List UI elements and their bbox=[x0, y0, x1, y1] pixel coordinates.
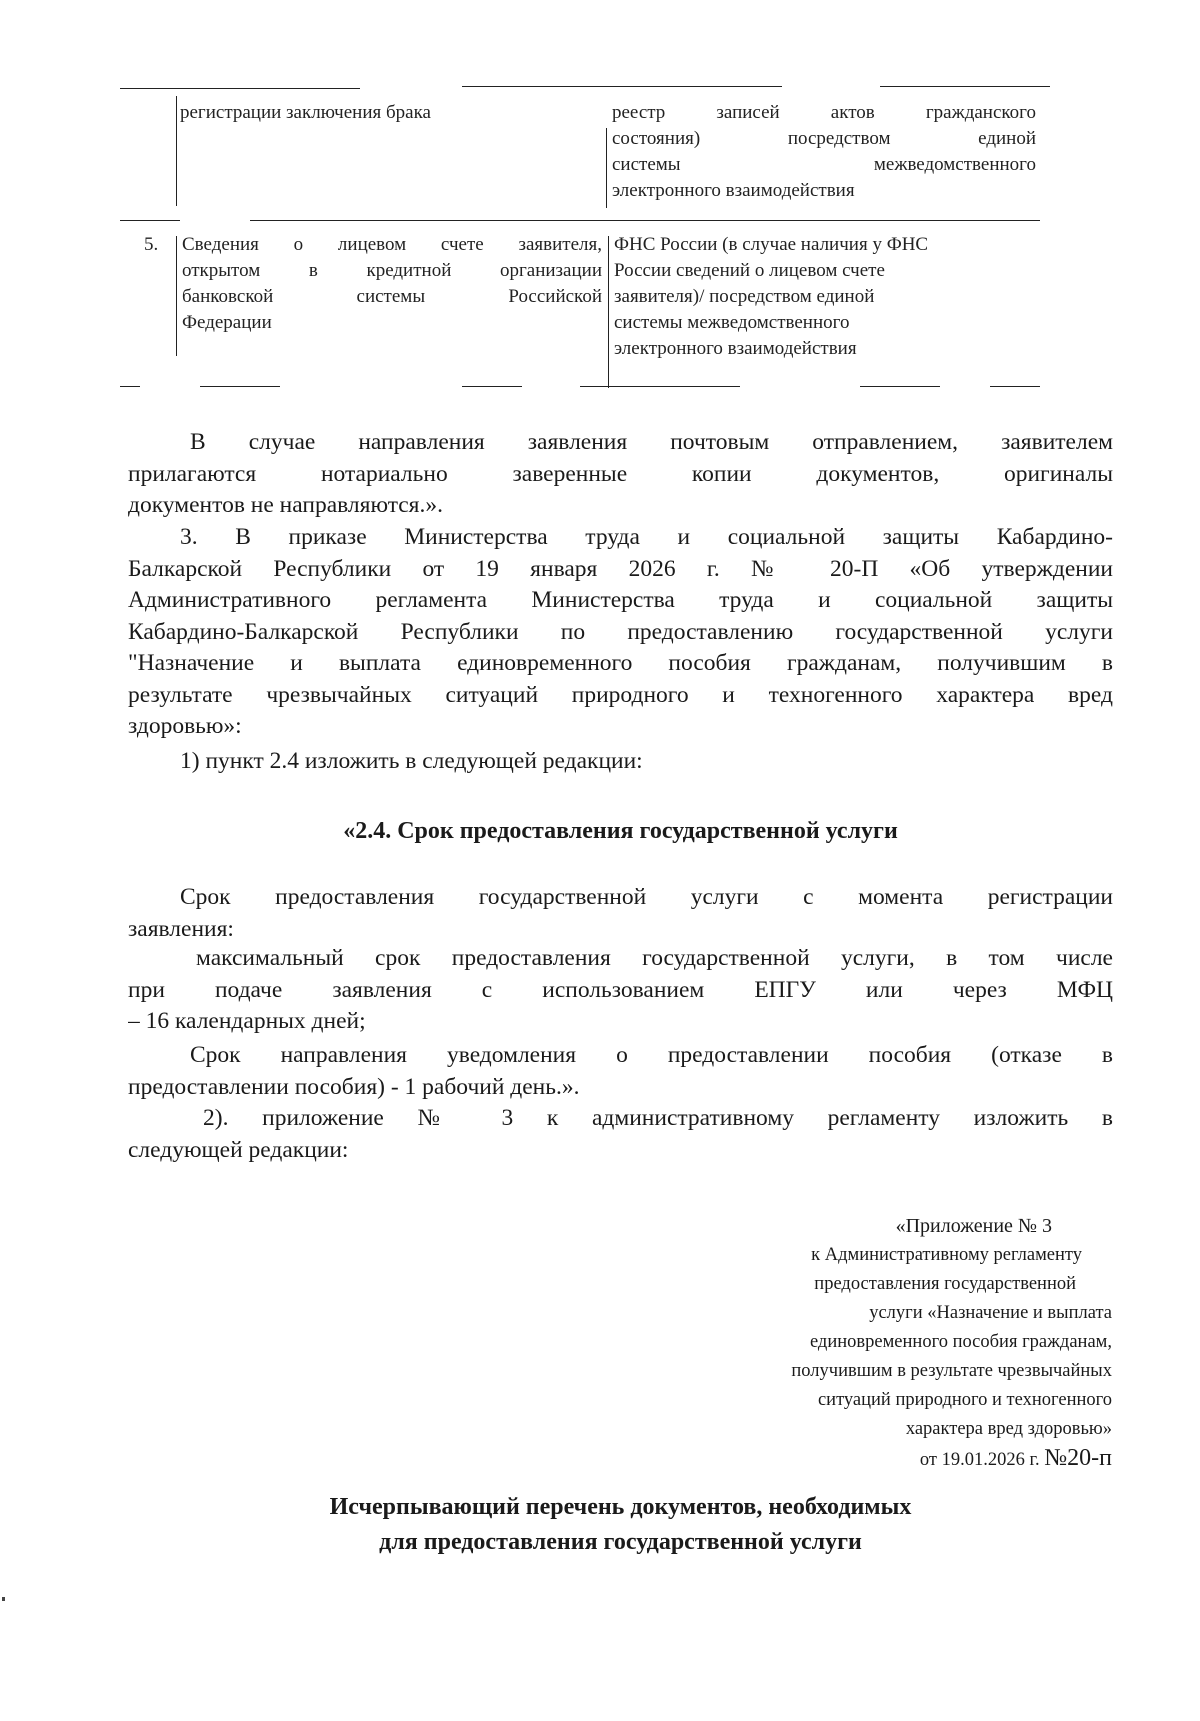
prev-row-col3-line: электронного взаимодействия bbox=[612, 180, 855, 201]
row5-col-divider-2 bbox=[608, 236, 609, 388]
text-line: результате чрезвычайных ситуаций природного и техногенного характера вред bbox=[128, 681, 1113, 708]
row5-col3-line: ФНС России (в случае наличия у ФНС bbox=[614, 234, 929, 255]
prev-row-col3-line: системы межведомственного bbox=[612, 154, 1036, 175]
text-line: следующей редакции: bbox=[128, 1136, 349, 1163]
paragraph-notification bbox=[128, 1040, 1113, 1103]
row5-number: 5. bbox=[144, 234, 159, 255]
row5-col2-line: Федерации bbox=[182, 312, 272, 333]
table-bottom-rule-6 bbox=[990, 386, 1040, 387]
text-line: документов не направляются.». bbox=[128, 492, 443, 518]
prev-row-col3-line: состояния) посредством единой bbox=[612, 128, 1036, 149]
text-line: "Назначение и выплата единовременного пособия гражданам, получившим в bbox=[128, 650, 1113, 676]
text-line: – 16 календарных дней; bbox=[128, 1008, 366, 1034]
text-line: предоставлении пособия) - 1 рабочий день.». bbox=[128, 1073, 580, 1100]
text-line: В случае направления заявления почтовым отправлением, заявителем bbox=[190, 429, 1113, 455]
table-top-rule-right bbox=[880, 86, 1050, 87]
appendix-number: №20-п bbox=[1044, 1445, 1112, 1471]
text-line: Балкарской Республики от 19 января 2026 г. № 20-П «Об утверждении bbox=[128, 555, 1113, 582]
document-list-title bbox=[128, 1490, 1113, 1560]
table-bottom-rule-1 bbox=[120, 386, 140, 387]
text-line: заявления: bbox=[128, 915, 234, 942]
row5-col2-line: Сведения о лицевом счете заявителя, bbox=[182, 234, 602, 255]
appendix-line: ситуаций природного и техногенного bbox=[817, 1390, 1112, 1410]
appendix-line: единовременного пособия гражданам, bbox=[809, 1332, 1112, 1352]
row5-col2 bbox=[182, 232, 602, 336]
table-row-rule-left bbox=[120, 220, 180, 221]
paragraph-item-2 bbox=[128, 1103, 1113, 1166]
row5-col3 bbox=[614, 232, 1034, 362]
row5-col3-line: системы межведомственного bbox=[614, 312, 850, 333]
appendix-line: «Приложение № 3 bbox=[895, 1215, 1052, 1237]
text-line: Административного регламента Министерства труда и социальной защиты bbox=[128, 587, 1113, 613]
row5-col2-line: банковской системы Российской bbox=[182, 286, 602, 307]
table-row-rule-mid bbox=[250, 220, 1040, 221]
appendix-line: характера вред здоровью» bbox=[905, 1419, 1112, 1439]
paragraph-term bbox=[128, 882, 1113, 945]
row5-col3-line: заявителя)/ посредством единой bbox=[614, 286, 875, 307]
paragraph-order-3 bbox=[128, 522, 1113, 743]
scan-speck bbox=[2, 1597, 5, 1601]
prev-row-col3-line: реестр записей актов гражданского bbox=[612, 102, 1036, 123]
appendix-date: от 19.01.2026 г. bbox=[919, 1450, 1040, 1470]
paragraph-postal bbox=[128, 427, 1113, 522]
table-bottom-rule-2 bbox=[200, 386, 280, 387]
section-heading-2-4: «2.4. Срок предоставления государственной услуги bbox=[343, 818, 898, 844]
text-line: Кабардино-Балкарской Республики по предоставлению государственной услуги bbox=[128, 618, 1113, 645]
table-top-rule-left bbox=[120, 88, 360, 89]
text-line: прилагаются нотариально заверенные копии документов, оригиналы bbox=[128, 460, 1113, 487]
appendix-line: получившим в результате чрезвычайных bbox=[791, 1361, 1112, 1381]
appendix-line: предоставления государственной bbox=[814, 1274, 1076, 1294]
text-line: 2). приложение № 3 к административному регламенту изложить в bbox=[203, 1105, 1113, 1131]
row5-col3-line: России сведений о лицевом счете bbox=[614, 260, 885, 281]
text-line: Срок предоставления государственной услуги с момента регистрации bbox=[180, 884, 1113, 910]
text-line: 3. В приказе Министерства труда и социальной защиты Кабардино- bbox=[180, 524, 1113, 550]
text-line: максимальный срок предоставления государственной услуги, в том числе bbox=[196, 945, 1113, 971]
paragraph-item-1 bbox=[128, 746, 1113, 778]
appendix-line: к Административному регламенту bbox=[811, 1245, 1082, 1265]
table-col-divider-2 bbox=[606, 128, 607, 208]
table-bottom-rule-4 bbox=[580, 386, 740, 387]
document-list-title-line: для предоставления государственной услуги bbox=[379, 1529, 862, 1555]
text-line: при подаче заявления с использованием ЕПГУ или через МФЦ bbox=[128, 976, 1113, 1003]
paragraph-max-term bbox=[128, 943, 1113, 1038]
text-line: Срок направления уведомления о предоставлении пособия (отказе в bbox=[190, 1042, 1113, 1068]
appendix-date-line bbox=[652, 1444, 1112, 1475]
row5-col2-line: открытом в кредитной организации bbox=[182, 260, 602, 281]
table-col-divider-1 bbox=[176, 96, 177, 206]
prev-row-col2-line: регистрации заключения брака bbox=[180, 102, 431, 123]
text-line: 1) пункт 2.4 изложить в следующей редакции: bbox=[180, 748, 643, 774]
appendix-header bbox=[652, 1212, 1112, 1475]
table-top-rule-mid bbox=[462, 86, 782, 87]
text-line: здоровью»: bbox=[128, 713, 242, 739]
row5-col3-line: электронного взаимодействия bbox=[614, 338, 857, 359]
appendix-line: услуги «Назначение и выплата bbox=[869, 1303, 1112, 1323]
prev-row-col3 bbox=[612, 100, 1036, 204]
prev-row-col2 bbox=[180, 100, 600, 126]
row5-col-divider-1 bbox=[176, 236, 177, 356]
table-bottom-rule-5 bbox=[860, 386, 940, 387]
document-list-title-line: Исчерпывающий перечень документов, необходимых bbox=[329, 1494, 912, 1520]
table-bottom-rule-3 bbox=[462, 386, 522, 387]
